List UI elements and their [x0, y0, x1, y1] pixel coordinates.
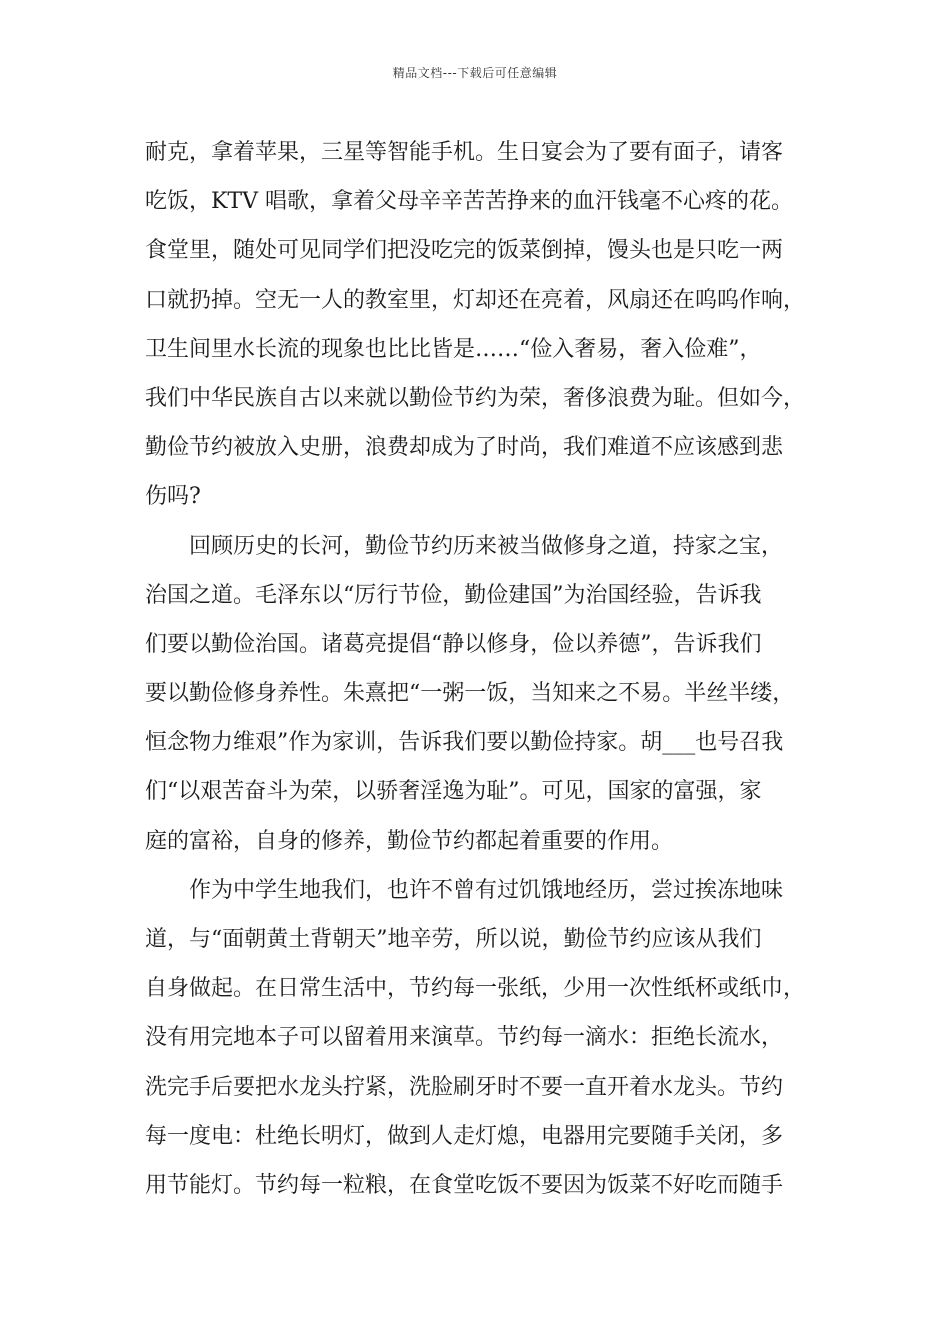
text-line: 要以勤俭修身养性。朱熹把“一粥一饭，当知来之不易。半丝半缕， [145, 681, 795, 707]
text-line: 庭的富裕，自身的修养，勤俭节约都起着重要的作用。 [145, 828, 674, 854]
body-text [145, 128, 830, 1210]
text-line: 耐克，拿着苹果，三星等智能手机。生日宴会为了要有面子，请客 [145, 140, 784, 165]
text-line: 食堂里，随处可见同学们把没吃完的饭菜倒掉，馒头也是只吃一两 [145, 238, 784, 264]
paragraph-first-line: 作为中学生地我们，也许不曾有过饥饿地经历，尝过挨冻地味 [189, 877, 784, 903]
text-line: 我们中华民族自古以来就以勤俭节约为荣，奢侈浪费为耻。但如今， [145, 385, 806, 411]
page-header: 精品文档---下载后可任意编辑 [392, 66, 558, 80]
text-line: 用节能灯。节约每一粒粮，在食堂吃饭不要因为饭菜不好吃而随手 [145, 1172, 784, 1198]
text-line: 治国之道。毛泽东以“厉行节俭，勤俭建国”为治国经验，告诉我 [145, 582, 762, 608]
text-line: 洗完手后要把水龙头拧紧，洗脸刷牙时不要一直开着水龙头。节约 [145, 1074, 784, 1100]
text-line: 勤俭节约被放入史册，浪费却成为了时尚，我们难道不应该感到悲 [145, 435, 784, 461]
text-line: 恒念物力维艰”作为家训，告诉我们要以勤俭持家。胡___也号召我 [145, 730, 784, 756]
text-line: 们“以艰苦奋斗为荣，以骄奢淫逸为耻”。可见，国家的富强，家 [145, 779, 762, 805]
text-line: 口就扔掉。空无一人的教室里，灯却还在亮着，风扇还在呜呜作响， [145, 287, 806, 313]
text-line: 卫生间里水长流的现象也比比皆是……“俭入奢易，奢入俭难”， [145, 336, 762, 362]
paragraph-first-line: 回顾历史的长河，勤俭节约历来被当做修身之道，持家之宝， [189, 533, 784, 559]
text-line: 吃饭，KTV 唱歌，拿着父母辛辛苦苦挣来的血汗钱毫不心疼的花。 [145, 189, 793, 215]
text-line: 伤吗? [145, 484, 201, 510]
text-line: 们要以勤俭治国。诸葛亮提倡“静以修身，俭以养德”，告诉我们 [145, 631, 762, 657]
text-line: 每一度电：杜绝长明灯，做到人走灯熄，电器用完要随手关闭，多 [145, 1123, 784, 1149]
text-line: 自身做起。在日常生活中，节约每一张纸，少用一次性纸杯或纸巾， [145, 976, 806, 1002]
text-line: 没有用完地本子可以留着用来演草。节约每一滴水：拒绝长流水， [145, 1025, 784, 1051]
text-line: 道，与“面朝黄土背朝天”地辛劳，所以说，勤俭节约应该从我们 [145, 927, 762, 952]
